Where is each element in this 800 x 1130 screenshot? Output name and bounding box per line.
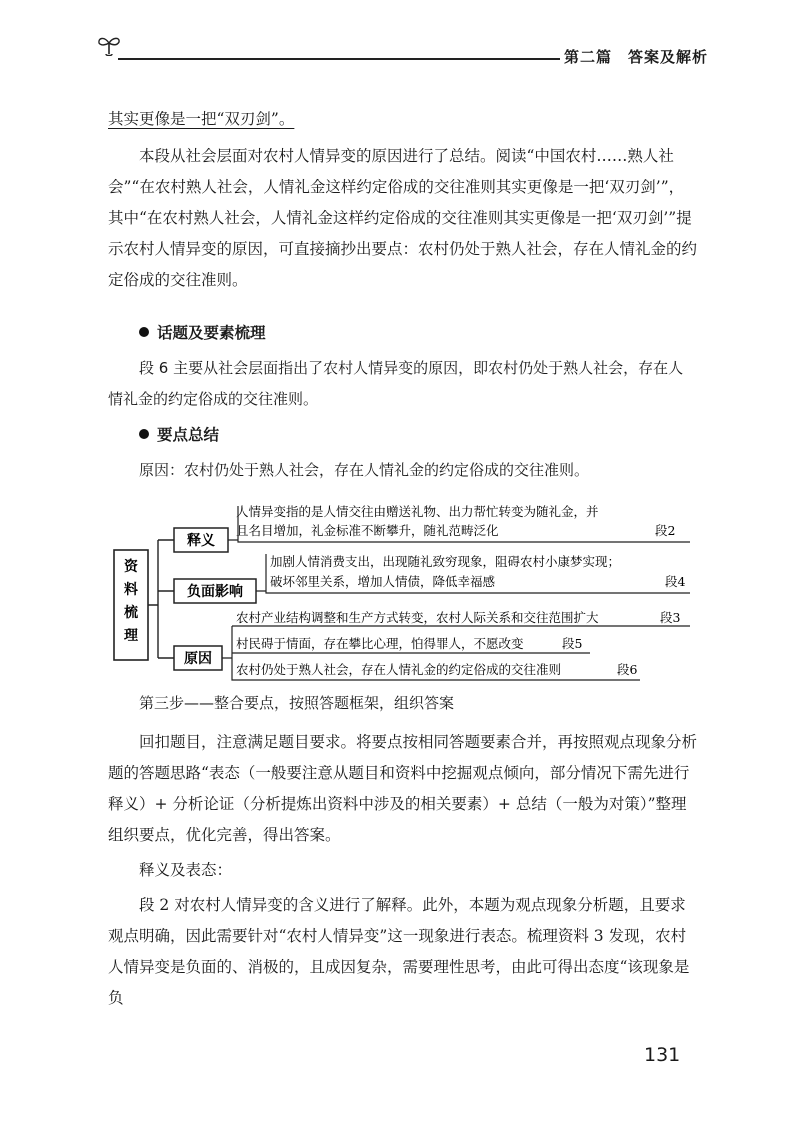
mindmap-branch-label: 原因 <box>184 651 212 667</box>
mindmap-branch-tag: 段4 <box>665 574 686 589</box>
chapter-title: 第二篇 答案及解析 <box>564 48 709 66</box>
mindmap-branch-label: 负面影响 <box>187 584 243 600</box>
step3-paragraph: 回扣题目，注意满足题目要求。将要点按相同答题要素合并，再按照观点现象分析题的答题思路“表态（一般要注意从题目和资料中挖掘观点倾向，部分情况下需先进行释义）+ 分析论证（分析提炼出资料中涉及的相关要素）+ 总结（一般为对策）”整理组织要点，优化完善，得出答案。 <box>108 733 698 844</box>
sprout-logo-icon <box>96 34 122 56</box>
mindmap-root-char: 资 <box>124 559 138 575</box>
mindmap-branch-label: 释义 <box>187 533 215 549</box>
mindmap-root-char: 料 <box>124 582 138 598</box>
bullet-icon <box>139 429 149 439</box>
mindmap-branch-line: 人情异变指的是人情交往由赠送礼物、出力帮忙转变为随礼金，并 <box>236 504 599 519</box>
mindmap-root-char: 梳 <box>124 605 138 621</box>
paragraph-analysis: 本段从社会层面对农村人情异变的原因进行了总结。阅读“中国农村……熟人社会”“在农村熟人社会，人情礼金这样约定俗成的交往准则其实更像是一把‘双刃剑’”，其中“在农村熟人社会，人情礼金这样约定俗成的交往准则其实更像是一把‘双刃剑’”提示农村人情异变的原因，可直接摘抄出要点：农村仍处于熟人社会，存在人情礼金的约定俗成的交往准则。 <box>108 147 698 289</box>
step3-block <box>108 688 698 1014</box>
section-text: 段 6 主要从社会层面指出了农村人情异变的原因，即农村仍处于熟人社会，存在人情礼金的约定俗成的交往准则。 <box>108 359 684 408</box>
step3-subheading: 释义及表态： <box>139 861 233 879</box>
page-number: 131 <box>644 1044 681 1066</box>
mindmap-branch-tag: 段3 <box>660 610 681 625</box>
step3-heading: 第三步——整合要点，按照答题框架，组织答案 <box>139 694 455 712</box>
mindmap-branch-tag: 段5 <box>562 636 583 651</box>
section-heading: 话题及要素梳理 <box>108 318 698 349</box>
mindmap-reason-item: 村民碍于情面，存在攀比心理，怕得罪人，不愿改变 <box>236 636 524 651</box>
material-mindmap <box>100 498 700 684</box>
section-heading: 要点总结 <box>108 420 698 451</box>
section-key-points <box>108 420 698 486</box>
mindmap-branch-line: 加剧人情消费支出，出现随礼致穷现象，阻碍农村小康梦实现； <box>270 554 621 569</box>
mindmap-reason-item: 农村产业结构调整和生产方式转变，农村人际关系和交往范围扩大 <box>236 610 599 625</box>
paragraph-continuation: 其实更像是一把“双刃剑”。 <box>108 110 295 128</box>
mindmap-branch-tag: 段2 <box>655 523 676 538</box>
top-text-block <box>108 104 698 296</box>
mindmap-branch-line: 且名目增加，礼金标准不断攀升，随礼范畴泛化 <box>236 523 499 538</box>
header-rule <box>118 58 560 60</box>
mindmap-branch-line: 破坏邻里关系，增加人情债，降低幸福感 <box>270 574 496 589</box>
mindmap-branch-tag: 段6 <box>617 662 638 677</box>
bullet-icon <box>139 327 149 337</box>
mindmap-reason-item: 农村仍处于熟人社会，存在人情礼金的约定俗成的交往准则 <box>236 662 562 677</box>
mindmap-root-char: 理 <box>124 628 138 644</box>
section-topic-elements <box>108 318 698 415</box>
section-text: 原因：农村仍处于熟人社会，存在人情礼金的约定俗成的交往准则。 <box>139 461 590 479</box>
step3-paragraph: 段 2 对农村人情异变的含义进行了解释。此外，本题为观点现象分析题，且要求观点明确，因此需要针对“农村人情异变”这一现象进行表态。梳理资料 3 发现，农村人情异变是负面的、消极的，且成因复杂，需要理性思考，由此可得出态度“该现象是负 <box>108 896 690 1007</box>
